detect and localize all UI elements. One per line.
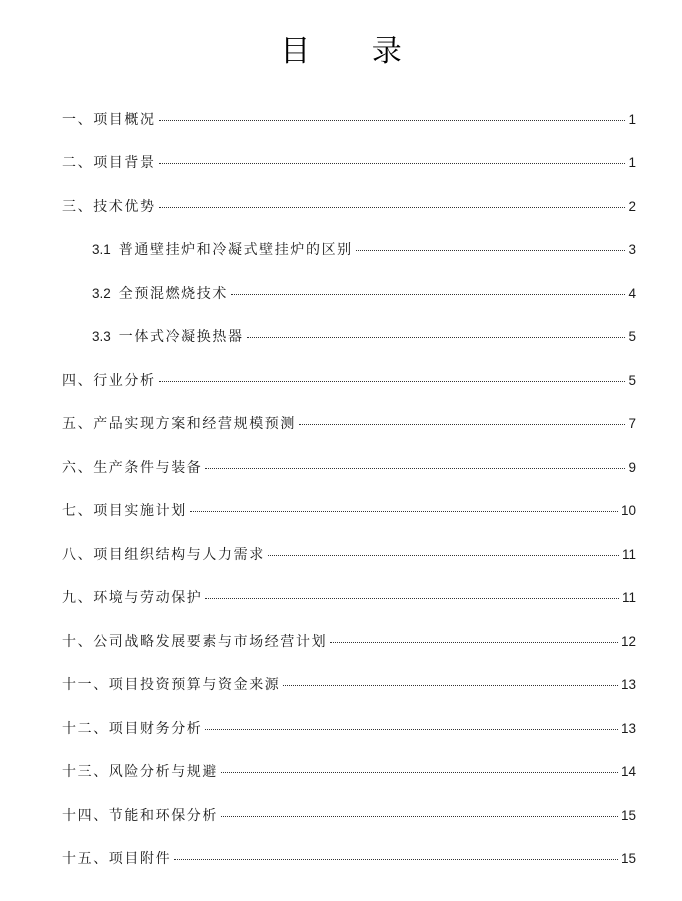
toc-entry[interactable]: [0, 750, 682, 794]
toc-leader-dots: [159, 207, 626, 208]
toc-leader-dots: [247, 337, 626, 338]
toc-entry[interactable]: [0, 141, 682, 185]
toc-leader-dots: [205, 729, 618, 730]
toc-page-number: 4: [628, 285, 636, 301]
toc-entry-text: 普通壁挂炉和冷凝式壁挂炉的区别: [118, 242, 353, 259]
toc-entry[interactable]: [0, 97, 682, 141]
toc-page-number: 7: [628, 416, 636, 432]
toc-page-number: 3: [628, 242, 636, 258]
toc-page-number: 13: [620, 677, 636, 693]
toc-leader-dots: [283, 685, 618, 686]
toc-subentry[interactable]: [0, 228, 682, 272]
toc-leader-dots: [159, 163, 626, 164]
toc-entry-label: 十五、项目附件: [62, 851, 172, 868]
toc-page-number: 10: [620, 503, 636, 519]
toc-entry[interactable]: [0, 358, 682, 402]
toc-entry-label: 七、项目实施计划: [62, 503, 187, 520]
toc-page-number: 15: [620, 851, 636, 867]
toc-entry-label: 三、技术优势: [62, 198, 156, 215]
toc-leader-dots: [174, 859, 618, 860]
toc-entry-label: 十二、项目财务分析: [62, 720, 203, 737]
toc-entry-label: 四、行业分析: [62, 372, 156, 389]
toc-entry[interactable]: [0, 402, 682, 446]
toc-entry-label: 十一、项目投资预算与资金来源: [62, 677, 281, 694]
toc-entry-label: [92, 239, 353, 259]
toc-section-number: 3.1: [92, 242, 111, 258]
toc-section-number: 3.2: [92, 285, 111, 301]
toc-page-number: 14: [620, 764, 636, 780]
toc-leader-dots: [231, 294, 626, 295]
toc-entry-label: 六、生产条件与装备: [62, 459, 203, 476]
toc-entry-label: 九、环境与劳动保护: [62, 590, 203, 607]
table-of-contents: [0, 97, 682, 880]
toc-page-number: 1: [628, 155, 636, 171]
toc-page-number: 15: [620, 807, 636, 823]
toc-leader-dots: [159, 120, 626, 121]
toc-page-number: 5: [628, 329, 636, 345]
toc-entry-label: 十三、风险分析与规避: [62, 764, 218, 781]
toc-entry-label: 八、项目组织结构与人力需求: [62, 546, 265, 563]
toc-subentry[interactable]: [0, 271, 682, 315]
toc-entry-label: 二、项目背景: [62, 155, 156, 172]
toc-leader-dots: [268, 555, 619, 556]
toc-entry-label: 一、项目概况: [62, 111, 156, 128]
toc-subentry[interactable]: [0, 315, 682, 359]
toc-leader-dots: [356, 250, 626, 251]
toc-entry-text: 全预混燃烧技术: [118, 285, 228, 302]
toc-entry[interactable]: [0, 184, 682, 228]
toc-page-number: 5: [628, 372, 636, 388]
toc-entry-label: 十、公司战略发展要素与市场经营计划: [62, 633, 328, 650]
toc-leader-dots: [159, 381, 626, 382]
toc-section-number: 3.3: [92, 329, 111, 345]
toc-leader-dots: [330, 642, 618, 643]
toc-entry-label: 十四、节能和环保分析: [62, 807, 218, 824]
toc-page-number: 13: [620, 720, 636, 736]
toc-entry[interactable]: [0, 793, 682, 837]
toc-entry[interactable]: [0, 576, 682, 620]
toc-entry[interactable]: [0, 532, 682, 576]
toc-entry[interactable]: [0, 837, 682, 881]
toc-entry-label: [92, 283, 228, 303]
toc-entry-text: 一体式冷凝换热器: [118, 329, 244, 346]
toc-entry[interactable]: [0, 663, 682, 707]
toc-leader-dots: [221, 772, 618, 773]
toc-entry[interactable]: [0, 619, 682, 663]
page-title: 目 录: [280, 34, 428, 69]
toc-entry[interactable]: [0, 445, 682, 489]
toc-page-number: 11: [621, 590, 636, 606]
toc-page-number: 9: [628, 459, 636, 475]
toc-leader-dots: [205, 468, 625, 469]
toc-page-number: 12: [620, 633, 636, 649]
toc-leader-dots: [190, 511, 618, 512]
toc-page-number: 1: [628, 111, 636, 127]
toc-entry[interactable]: [0, 706, 682, 750]
toc-entry[interactable]: [0, 489, 682, 533]
toc-leader-dots: [205, 598, 619, 599]
toc-entry-label: 五、产品实现方案和经营规模预测: [62, 416, 296, 433]
toc-entry-label: [92, 326, 244, 346]
toc-page-number: 2: [628, 198, 636, 214]
toc-leader-dots: [221, 816, 618, 817]
toc-page-number: 11: [621, 546, 636, 562]
toc-leader-dots: [299, 424, 625, 425]
